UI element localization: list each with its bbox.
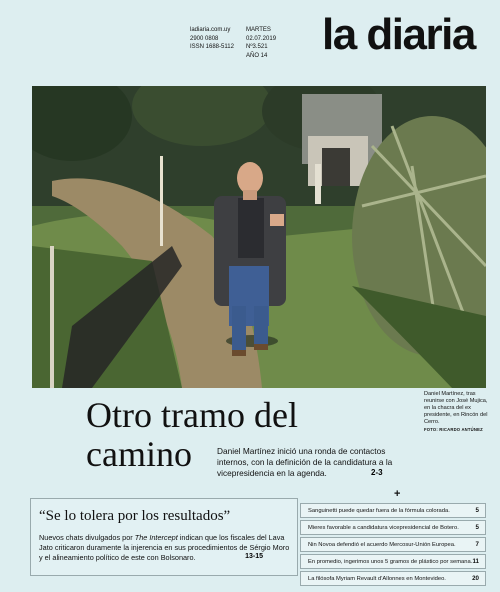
- brief-text: Mieres favorable a candidatura vicepresidencial de Botero.: [308, 524, 459, 531]
- lead-page-reference: 2-3: [371, 468, 383, 477]
- brief-page: 11: [472, 558, 479, 566]
- brief-item[interactable]: [300, 503, 486, 518]
- brief-item[interactable]: [300, 554, 486, 569]
- brief-page: 5: [475, 524, 479, 532]
- issue-number: Nº3.521: [246, 44, 268, 50]
- brief-item[interactable]: [300, 520, 486, 535]
- website[interactable]: ladiaria.com.uy: [190, 27, 231, 33]
- headline-line-1: Otro tramo del: [86, 395, 298, 435]
- headline-line-2: camino: [86, 434, 192, 474]
- quote-source: The Intercept: [134, 533, 178, 542]
- brief-page: 5: [475, 507, 479, 515]
- brief-text: Sanguinetti puede quedar fuera de la fórmula colorada.: [308, 507, 450, 514]
- issn: ISSN 1688-5112: [190, 44, 234, 50]
- brief-item[interactable]: [300, 571, 486, 586]
- news-briefs: [300, 503, 486, 588]
- photo-credit: FOTO: RICARDO ANTÚNEZ: [424, 427, 483, 432]
- photo-caption: [424, 391, 492, 433]
- masthead-contact: [190, 26, 234, 52]
- date: 02.07.2019: [246, 35, 277, 42]
- lead-photo: [32, 86, 486, 388]
- caption-text: Daniel Martínez, tras reunirse con José Mujica, en la chacra del ex presidente, en Rincón del Cerro.: [424, 391, 488, 425]
- brief-page: 20: [472, 575, 479, 583]
- phone: 2900 0808: [190, 35, 219, 42]
- quote-body-start: Nuevos chats divulgados por: [39, 533, 135, 542]
- masthead-logo: la diaria: [322, 10, 475, 59]
- quote-body-end: indican que los fiscales del Lava Jato criticaron duramente la injerencia en sus procedimientos de Sérgio Moro y el alineamiento político de este con Bolsonaro.: [39, 533, 290, 562]
- quote-story-box[interactable]: [30, 498, 298, 576]
- year: AÑO 14: [246, 52, 268, 59]
- brief-page: 7: [475, 541, 479, 549]
- brief-text: La filósofa Myriam Revault d’Allonnes en Montevideo.: [308, 575, 446, 582]
- brief-text: En promedio, ingerimos unos 5 gramos de plástico por semana.: [308, 558, 473, 565]
- brief-item[interactable]: [300, 537, 486, 552]
- quote-headline: “Se lo tolera por los resultados”: [39, 508, 231, 524]
- masthead-dateline: [246, 26, 276, 60]
- quote-page-reference: 13-15: [245, 553, 263, 560]
- lead-deck: Daniel Martínez inició una ronda de contactos internos, con la definición de la candidatura a la vicepresidencia en la agenda.: [217, 446, 393, 478]
- plus-icon: +: [394, 488, 401, 500]
- weekday: MARTES: [246, 27, 271, 33]
- brief-text: Nin Novoa defendió el acuerdo Mercosur-Unión Europea.: [308, 541, 456, 548]
